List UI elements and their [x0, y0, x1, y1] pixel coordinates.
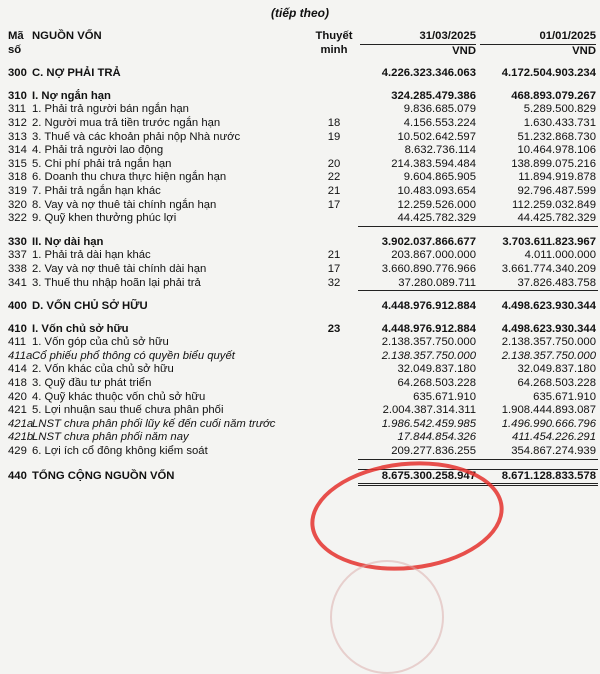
table-row: [6, 277, 598, 291]
header-note: Thuyết minh: [315, 30, 353, 56]
table-row: [6, 391, 598, 405]
table-row: [6, 185, 598, 199]
row-value-period1: 4.448.976.912.884: [381, 322, 476, 335]
row-code: 418: [8, 377, 27, 390]
table-row: [6, 350, 598, 364]
row-code: 313: [8, 130, 27, 143]
table-body: [6, 67, 598, 485]
row-value-period2: 1.908.444.893.087: [501, 404, 596, 417]
row-value-period1: 9.604.865.905: [403, 171, 476, 184]
row-code: 400: [8, 300, 27, 313]
row-value-period2: 32.049.837.180: [517, 363, 596, 376]
row-code: 414: [8, 363, 27, 376]
table-row: [6, 445, 598, 459]
balance-sheet-table: [6, 30, 598, 486]
row-name: 5. Lợi nhuận sau thuế chưa phân phối: [32, 404, 224, 417]
row-name: 1. Vốn góp của chủ sở hữu: [32, 336, 169, 349]
table-row: [6, 263, 598, 277]
page-subtitle: (tiếp theo): [271, 6, 329, 20]
row-value-period2: 4.498.623.930.344: [501, 322, 596, 335]
spacer-row: [6, 226, 598, 236]
row-note: 23: [327, 322, 341, 335]
table-row: [6, 469, 598, 485]
row-code: 315: [8, 157, 27, 170]
row-value-period1: 32.049.837.180: [397, 363, 476, 376]
row-value-period1: 4.448.976.912.884: [381, 300, 476, 313]
row-value-period1: 2.138.357.750.000: [381, 349, 476, 362]
table-row: [6, 103, 598, 117]
row-value-period2: 2.138.357.750.000: [501, 336, 596, 349]
row-name: 4. Quỹ khác thuộc vốn chủ sở hữu: [32, 390, 206, 403]
row-code: 320: [8, 198, 27, 211]
row-code: 421b: [8, 431, 34, 444]
row-code: 318: [8, 171, 27, 184]
table-row: [6, 158, 598, 172]
row-note: 20: [327, 157, 341, 170]
row-value-period1: 17.844.854.326: [397, 431, 476, 444]
row-value-period1: 4.226.323.346.063: [381, 67, 476, 80]
row-code: 440: [8, 470, 27, 483]
row-code: 341: [8, 276, 27, 289]
row-value-period1: 37.280.089.711: [358, 277, 478, 291]
table-row: [6, 431, 598, 445]
row-value-period2: 37.826.483.758: [478, 277, 598, 291]
row-name: 7. Phải trả ngắn hạn khác: [32, 184, 161, 197]
row-value-period2: 8.671.128.833.578: [478, 469, 598, 485]
header-source: NGUỒN VỐN: [32, 30, 102, 42]
row-value-period2: 44.425.782.329: [478, 212, 598, 226]
row-code: 310: [8, 89, 27, 102]
row-value-period1: 10.502.642.597: [397, 130, 476, 143]
row-note: 17: [327, 198, 341, 211]
row-code: 312: [8, 116, 27, 129]
table-row: [6, 300, 598, 314]
row-name: 2. Người mua trả tiền trước ngắn hạn: [32, 116, 221, 129]
row-name: 6. Doanh thu chưa thực hiện ngắn hạn: [32, 171, 227, 184]
row-note: [310, 445, 358, 459]
row-note: [310, 431, 358, 445]
row-note: 19: [327, 130, 341, 143]
row-code: 322: [8, 212, 27, 225]
row-name: TỔNG CỘNG NGUỒN VỐN: [32, 470, 175, 483]
row-code: 410: [8, 322, 27, 335]
row-name: 4. Phải trả người lao động: [32, 144, 164, 157]
table-row: [6, 418, 598, 432]
row-value-period2: 1.496.990.666.796: [501, 417, 596, 430]
row-code: 411a: [8, 349, 33, 362]
row-value-period2: 354.867.274.939: [478, 445, 598, 459]
row-note: [310, 336, 358, 350]
row-value-period2: 468.893.079.267: [511, 89, 596, 102]
header-period2: 01/01/2025 VND: [478, 30, 598, 58]
row-code: 337: [8, 249, 27, 262]
row-name: LNST chưa phân phối năm nay: [32, 431, 189, 444]
row-value-period1: 1.986.542.459.985: [381, 417, 476, 430]
row-value-period1: 4.156.553.224: [403, 116, 476, 129]
row-name: 9. Quỹ khen thưởng phúc lợi: [32, 212, 177, 225]
header-period1: 31/03/2025 VND: [358, 30, 478, 58]
row-value-period1: 12.259.526.000: [397, 198, 476, 211]
table-row: [6, 117, 598, 131]
row-code: 420: [8, 390, 27, 403]
row-name: 3. Quỹ đầu tư phát triển: [32, 377, 152, 390]
row-value-period1: 9.836.685.079: [403, 103, 476, 116]
spacer-row: [6, 291, 598, 301]
row-note: [310, 363, 358, 377]
row-code: 300: [8, 67, 27, 80]
row-value-period2: 635.671.910: [533, 390, 596, 403]
row-value-period2: 4.172.504.903.234: [501, 67, 596, 80]
row-code: 411: [8, 336, 27, 349]
row-note: [310, 418, 358, 432]
row-name: 3. Thuế và các khoản phải nộp Nhà nước: [32, 130, 241, 143]
row-value-period1: 64.268.503.228: [397, 377, 476, 390]
row-value-period1: 8.632.736.114: [404, 144, 476, 157]
spacer-row: [6, 81, 598, 90]
row-value-period2: 411.454.226.291: [512, 431, 596, 444]
row-value-period2: 3.661.774.340.209: [501, 262, 596, 275]
row-value-period2: 10.464.978.106: [517, 144, 596, 157]
table-row: [6, 404, 598, 418]
row-name: II. Nợ dài hạn: [32, 235, 104, 248]
table-row: [6, 199, 598, 213]
row-name: 6. Lợi ích cổ đông không kiểm soát: [32, 445, 208, 458]
row-value-period2: 92.796.487.599: [517, 184, 596, 197]
row-value-period2: 1.630.433.731: [523, 116, 596, 129]
row-note: 17: [327, 262, 341, 275]
row-note: [310, 377, 358, 391]
table-row: [6, 67, 598, 81]
table-row: [6, 131, 598, 145]
row-code: 314: [8, 144, 27, 157]
row-name: 3. Thuế thu nhập hoãn lại phải trả: [32, 276, 201, 289]
table-row: [6, 336, 598, 350]
row-code: 319: [8, 184, 27, 197]
row-value-period1: 44.425.782.329: [358, 212, 478, 226]
row-value-period1: 324.285.479.386: [391, 89, 476, 102]
row-value-period2: 112.259.032.849: [512, 198, 596, 211]
row-name: C. NỢ PHẢI TRẢ: [32, 67, 121, 80]
company-stamp: [330, 560, 444, 674]
row-value-period2: 138.899.075.216: [511, 157, 596, 170]
spacer-row: [6, 459, 598, 469]
row-note: [310, 67, 358, 81]
row-name: I. Nợ ngắn hạn: [32, 89, 111, 102]
row-name: 1. Phải trả người bán ngắn hạn: [32, 103, 189, 116]
row-value-period1: 3.902.037.866.677: [381, 235, 476, 248]
row-value-period1: 8.675.300.258.947: [358, 469, 478, 485]
row-name: Cổ phiếu phổ thông có quyền biểu quyết: [32, 349, 235, 362]
row-value-period2: 4.011.000.000: [524, 249, 596, 262]
row-code: 338: [8, 262, 27, 275]
row-name: 8. Vay và nợ thuê tài chính ngắn hạn: [32, 198, 217, 211]
table-row: [6, 363, 598, 377]
row-value-period2: 51.232.868.730: [517, 130, 596, 143]
row-code: 330: [8, 235, 27, 248]
row-value-period2: 3.703.611.823.967: [502, 235, 596, 248]
table-row: [6, 90, 598, 104]
header-code: Mã số: [8, 30, 24, 56]
row-value-period1: 3.660.890.776.966: [381, 262, 476, 275]
row-name: I. Vốn chủ sở hữu: [32, 322, 129, 335]
row-name: 5. Chi phí phải trả ngắn hạn: [32, 157, 172, 170]
row-name: D. VỐN CHỦ SỞ HỮU: [32, 300, 148, 313]
row-name: 2. Vay và nợ thuê tài chính dài hạn: [32, 262, 207, 275]
row-value-period2: 11.894.919.878: [518, 171, 596, 184]
table-header-row: [6, 30, 598, 58]
row-note: [310, 212, 358, 226]
row-note: [310, 350, 358, 364]
table-row: [6, 236, 598, 250]
row-note: [310, 90, 358, 104]
row-name: 2. Vốn khác của chủ sở hữu: [32, 363, 174, 376]
table-row: [6, 171, 598, 185]
spacer-row: [6, 314, 598, 323]
row-value-period1: 10.483.093.654: [397, 184, 476, 197]
row-value-period1: 203.867.000.000: [391, 249, 476, 262]
row-note: 22: [327, 171, 341, 184]
table-row: [6, 323, 598, 337]
row-code: 429: [8, 445, 27, 458]
row-note: [310, 144, 358, 158]
row-note: [310, 391, 358, 405]
table-row: [6, 144, 598, 158]
row-value-period2: 4.498.623.930.344: [501, 300, 596, 313]
row-note: [310, 236, 358, 250]
row-value-period2: 5.289.500.829: [523, 103, 596, 116]
row-note: [310, 404, 358, 418]
row-value-period2: 2.138.357.750.000: [501, 349, 596, 362]
row-note: 21: [327, 249, 341, 262]
row-value-period1: 214.383.594.484: [391, 157, 476, 170]
row-name: LNST chưa phân phối lũy kế đến cuối năm trước: [32, 417, 276, 430]
row-note: [310, 300, 358, 314]
row-note: [310, 103, 358, 117]
row-value-period2: 64.268.503.228: [517, 377, 596, 390]
row-note: 18: [327, 116, 341, 129]
row-value-period1: 209.277.836.255: [358, 445, 478, 459]
row-value-period1: 635.671.910: [413, 390, 476, 403]
row-name: 1. Phải trả dài hạn khác: [32, 249, 151, 262]
row-code: 421a: [8, 417, 34, 430]
table-row: [6, 377, 598, 391]
row-code: 311: [8, 103, 27, 116]
table-row: [6, 249, 598, 263]
table-row: [6, 212, 598, 226]
row-code: 421: [8, 404, 27, 417]
row-note: 32: [327, 276, 341, 289]
row-value-period1: 2.138.357.750.000: [381, 336, 476, 349]
row-note: 21: [327, 184, 341, 197]
row-value-period1: 2.004.387.314.311: [382, 404, 476, 417]
